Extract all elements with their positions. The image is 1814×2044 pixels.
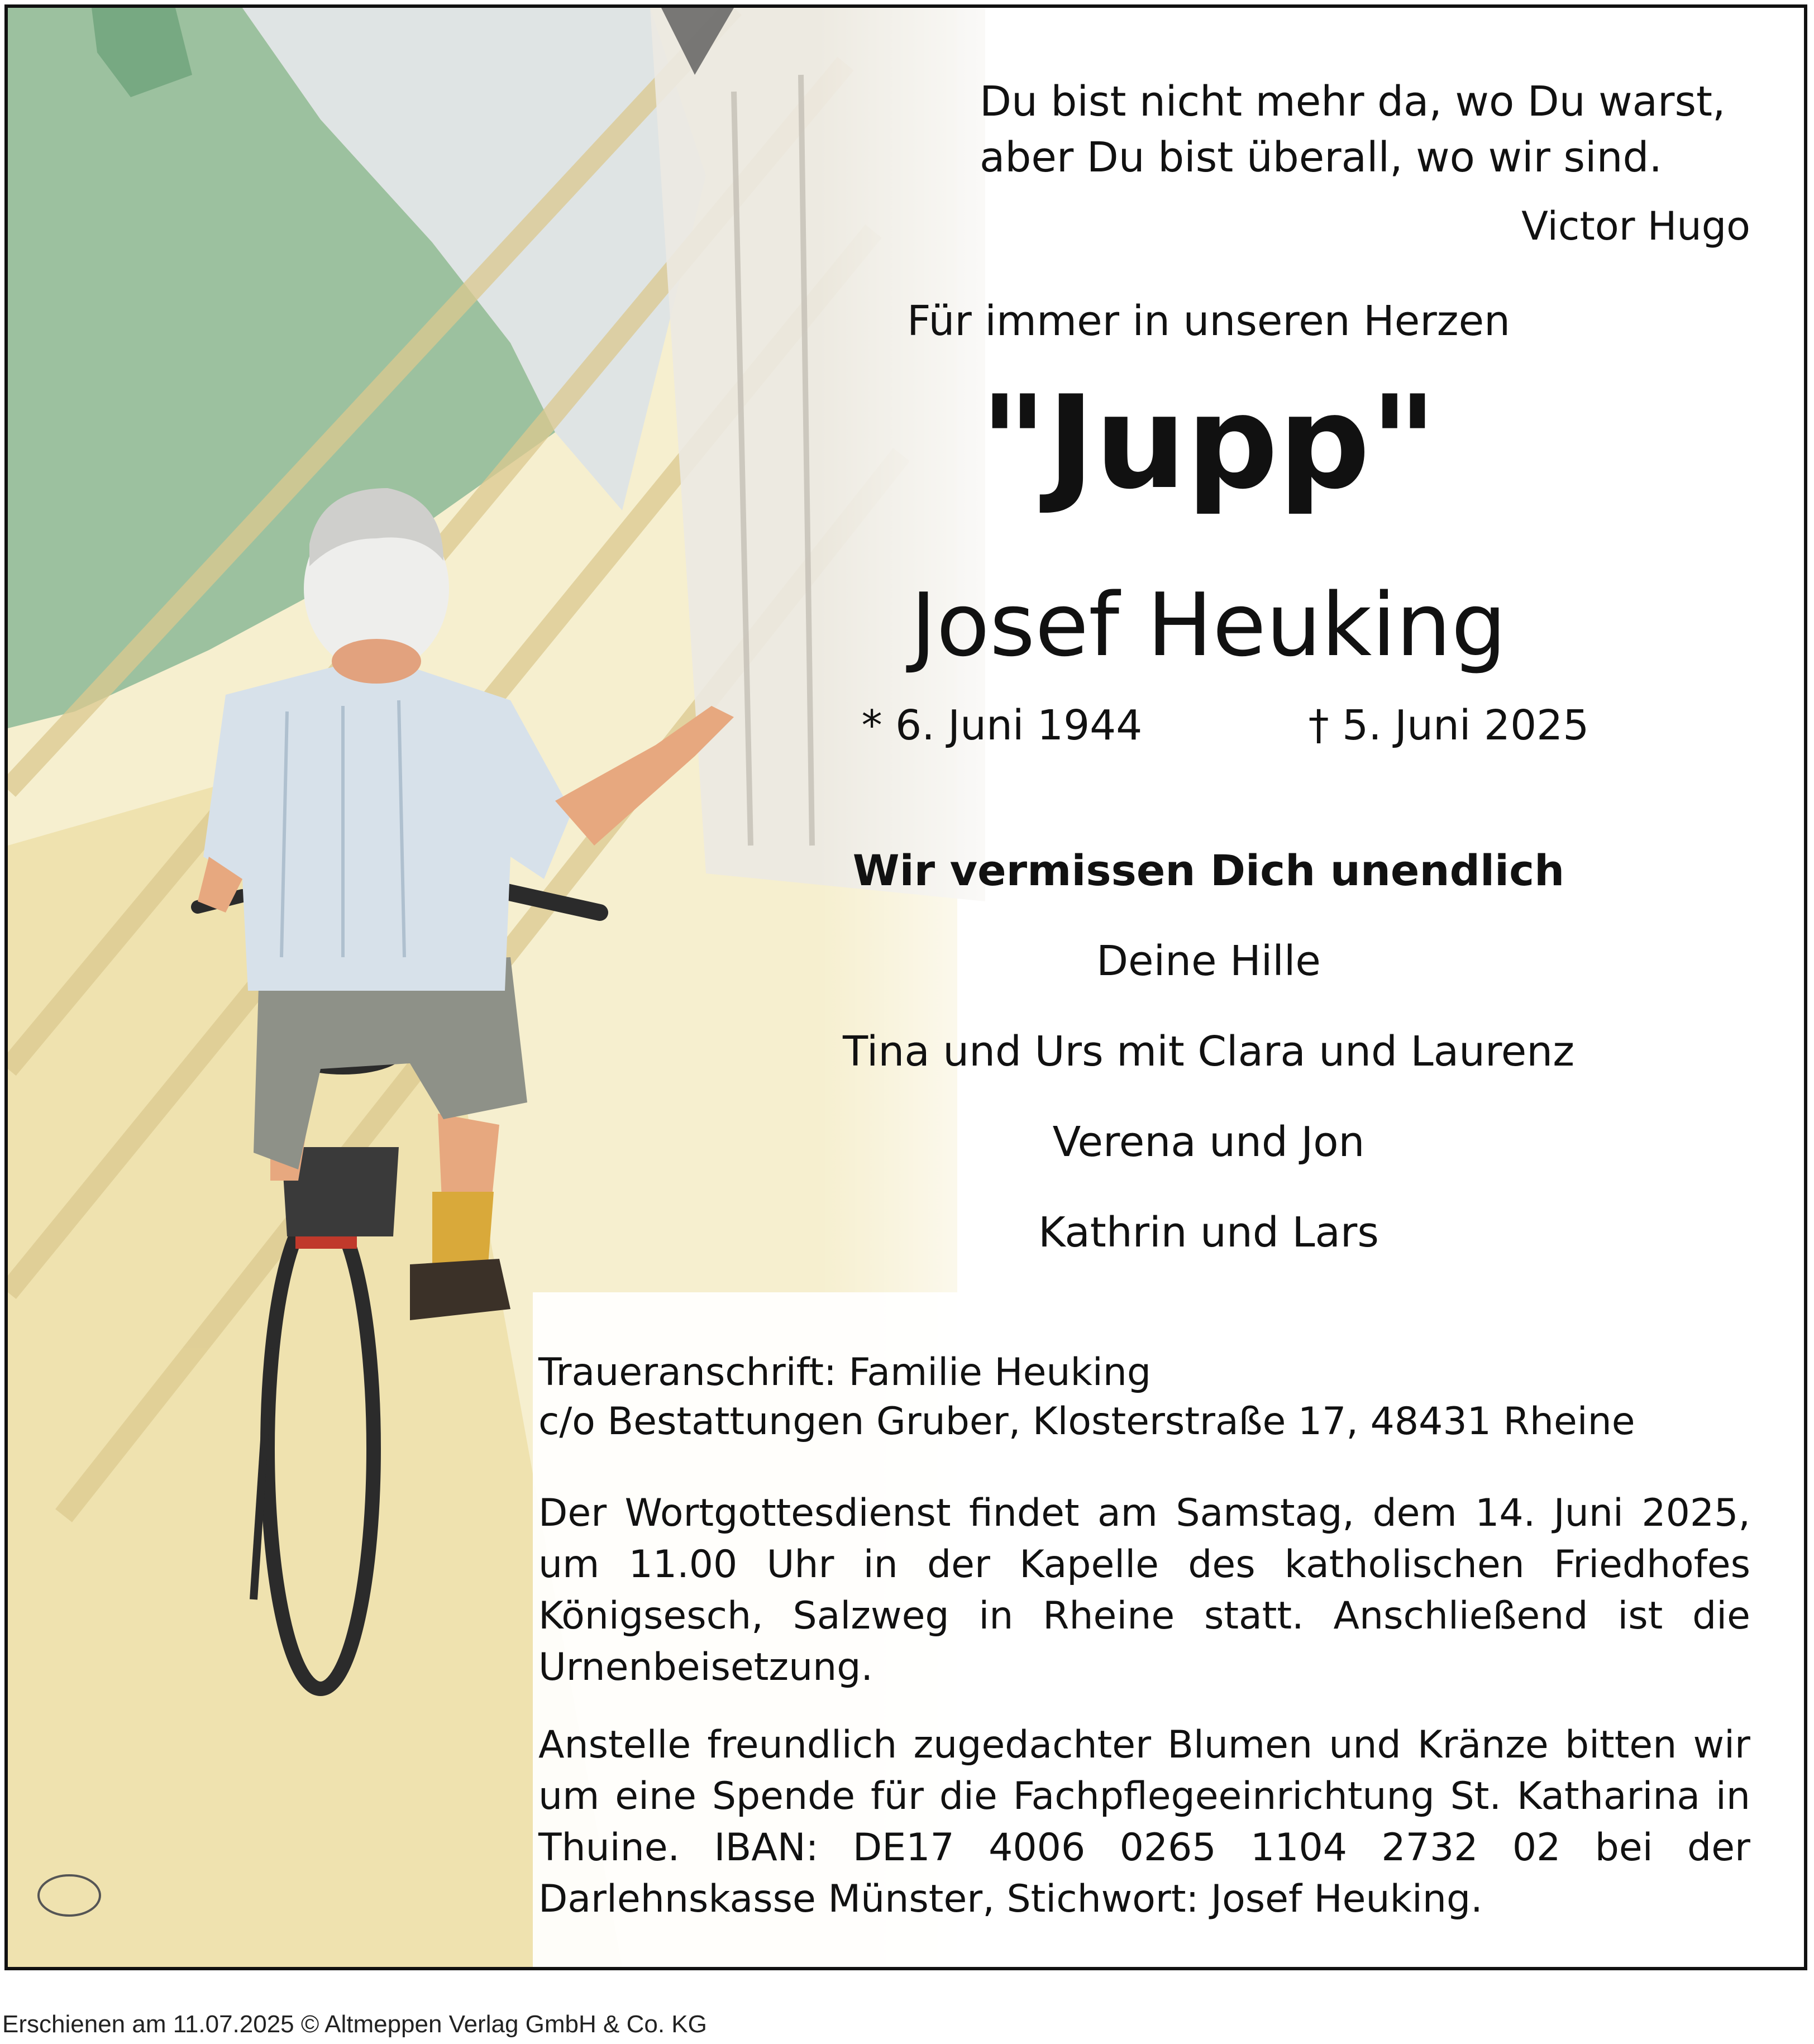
address-line-1: Traueranschrift: Familie Heuking [538,1350,1152,1394]
service-paragraph: Der Wortgottesdienst findet am Samstag, dem 14. Juni 2025, um 11.00 Uhr in der Kapelle des katholischen Friedhofes Königsesch, Salzweg in Rheine statt. Anschließend ist die Urnenbeisetzung. [538,1491,1750,1689]
obituary-frame [4,4,1807,1970]
mourning-address [538,1348,1767,1446]
family-member: Deine Hille [1096,937,1321,985]
rear-reflector [295,1236,357,1249]
sock [432,1192,494,1270]
full-name: Josef Heuking [910,574,1507,676]
neck [332,639,421,684]
death-date: † 5. Juni 2025 [1308,701,1589,749]
family-title: Wir vermissen Dich unendlich [852,846,1565,895]
quote-line-2: aber Du bist überall, wo wir sind. [980,133,1663,182]
family-member: Tina und Urs mit Clara und Laurenz [842,1028,1575,1076]
quote-author: Victor Hugo [1521,203,1750,249]
quote [980,74,1762,185]
family-member: Kathrin und Lars [1038,1209,1379,1257]
publication-footer: Erschienen am 11.07.2025 © Altmeppen Verlag GmbH & Co. KG [2,2010,707,2038]
tagline: Für immer in unseren Herzen [906,297,1511,345]
family-member: Verena und Jon [1052,1118,1365,1166]
birth-date: * 6. Juni 1944 [861,701,1143,749]
address-line-2: c/o Bestattungen Gruber, Klosterstraße 17, 48431 Rheine [538,1400,1635,1444]
donation-paragraph: Anstelle freundlich zugedachter Blumen und Kränze bitten wir um eine Spende für die Fachpflegeeinrichtung St. Katharina in Thuine. IBAN: DE17 4006 0265 1104 2732 02 bei der Darlehnskasse Münster, Stichwort: Josef Heuking. [538,1723,1750,1921]
quote-line-1: Du bist nicht mehr da, wo Du warst, [980,78,1726,126]
nickname: "Jupp" [980,369,1438,518]
